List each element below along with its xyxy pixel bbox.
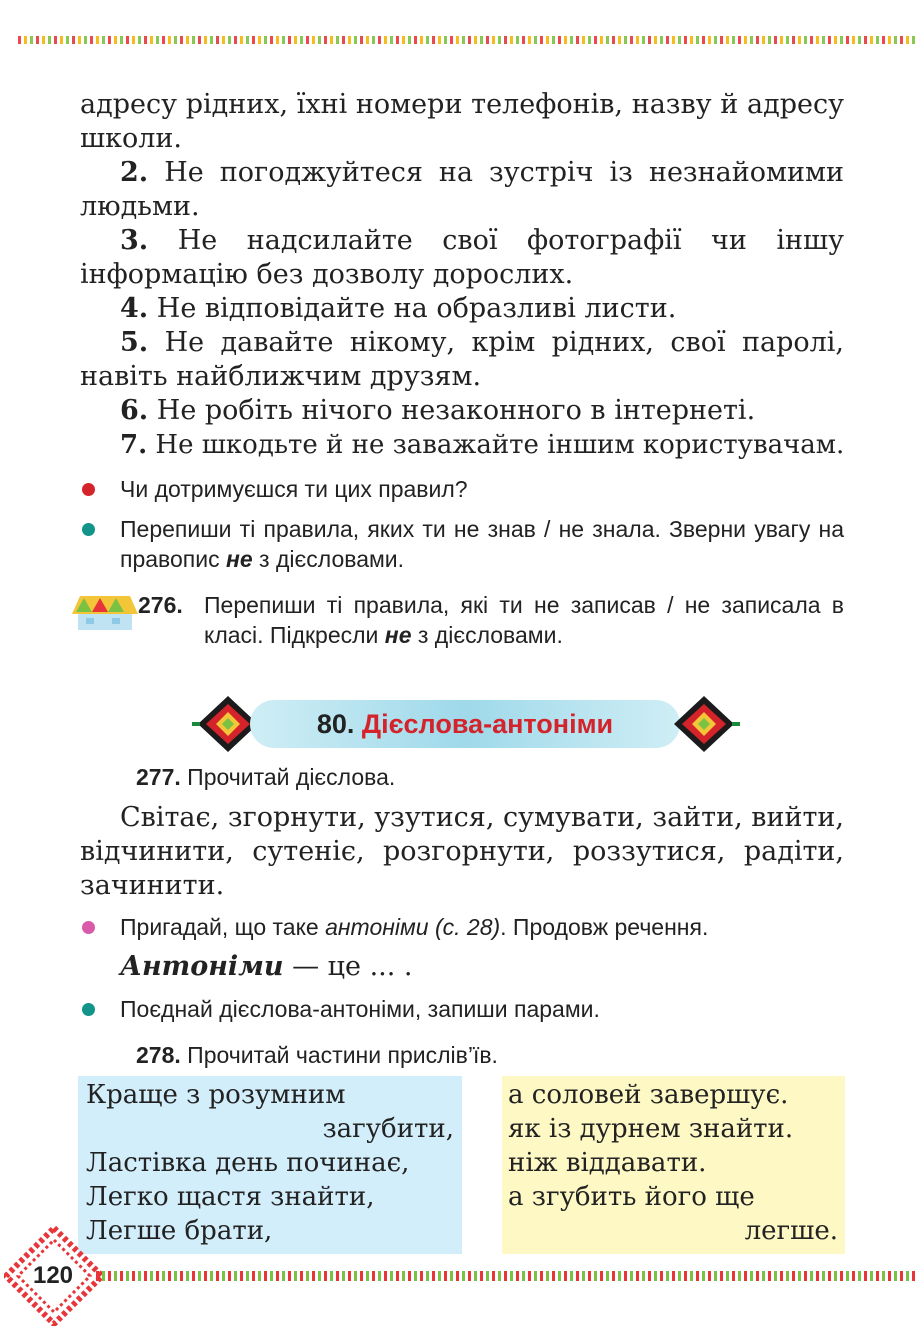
bullet-1-text-a: Пригадай, що таке [120,914,326,940]
rule-7-text: Не шкодьте й не заважайте іншим користувачам. [147,430,845,460]
rule-6 [80,394,844,428]
rule-3 [80,224,844,292]
rule-7-number: 7. [120,430,148,460]
exercise-276-number: 276. [138,592,183,618]
proverb-right-line: а згубить його ще [508,1182,755,1212]
ornament-right-icon [668,694,740,754]
section-title: Дієслова-антоніми [361,709,614,739]
proverb-left-line: Легше брати, [86,1216,273,1246]
task-1-text-emphasis: не [225,546,253,572]
proverb-left-line: Легко щастя знайти, [86,1182,375,1212]
exercise-277-bullet-2-text: Поєднай дієслова-антоніми, запиши парами. [120,996,600,1022]
section-number: 80. [316,709,355,739]
exercise-277-bullet-1-text [120,912,844,942]
proverb-right-line: ніж віддавати. [508,1148,707,1178]
rule-6-number: 6. [120,395,149,426]
antonyms-term: Антоніми [120,951,284,982]
teal-bullet-icon [82,1003,95,1016]
proverb-left-line: загубити, [322,1114,454,1144]
decorative-top-border [18,36,916,44]
antonyms-rest: — це ... . [283,951,413,982]
rule-5-number: 5. [120,327,149,358]
rule-continuation-text: адресу рідних, їхні номери телефонів, назву й адресу школи. [80,89,844,154]
exercise-276-text-c: з дієсловами. [411,622,563,648]
rule-5 [80,326,844,394]
proverb-left-line: Ластівка день починає, [86,1148,410,1178]
proverb-right-line: а соловей завершує. [508,1080,789,1110]
rule-2-text: Не погоджуйтеся на зустріч із незнайомими людьми. [80,157,844,222]
exercise-277-text: Прочитай дієслова. [187,764,396,790]
rule-4 [80,292,844,326]
exercise-278-text: Прочитай частини прислів’їв. [187,1042,498,1068]
exercise-276-emphasis: не [384,622,412,648]
antonyms-definition [120,950,413,984]
proverb-right-line: легше. [744,1216,838,1246]
exercise-278-number: 278. [136,1042,181,1068]
rule-4-number: 4. [120,293,149,324]
question-1-text: Чи дотримуєшся ти цих правил? [120,476,468,502]
rule-2-number: 2. [120,157,149,188]
rule-5-text: Не давайте нікому, крім рідних, свої паролі, навіть найближчим друзям. [80,327,844,392]
exercise-277-verbs: Світає, згорнути, узутися, сумувати, зайти, вийти, відчинити, сутеніє, розгорнути, роззутися, радіти, зачинити. [80,802,844,901]
rule-6-text: Не робіть нічого незаконного в інтернеті. [148,395,756,426]
pink-bullet-icon [82,921,95,934]
task-1-text [120,514,844,574]
teal-bullet-icon [82,523,95,536]
proverb-left-line: Краще з розумним [86,1080,346,1110]
red-bullet-icon [82,483,95,496]
task-1-text-a: Перепиши ті правила, яких ти не знав / не знала. Зверни увагу на правопис [120,516,844,572]
bullet-1-text-italic: антоніми (с. 28) [325,914,501,940]
proverb-right-line: як із дурнем знайти. [508,1114,794,1144]
rule-3-number: 3. [120,225,149,256]
exercise-276-text-a: Перепиши ті правила, які ти не записав / не записала в класі. Підкресли [204,592,844,648]
page-number: 120 [32,1262,74,1289]
rule-continuation [80,88,844,156]
exercise-276-text [204,590,844,650]
decorative-bottom-border [96,1271,916,1281]
rule-3-text: Не надсилайте свої фотографії чи іншу інформацію без дозволу дорослих. [80,225,844,290]
exercise-277-number: 277. [136,764,181,790]
exercise-277-line [136,762,395,792]
rule-4-text: Не відповідайте на образливі листи. [148,293,677,324]
rule-2 [80,156,844,224]
section-heading [250,700,680,748]
task-1-text-c: з дієсловами. [252,546,405,572]
bullet-1-text-c: . Продовж речення. [500,914,709,940]
house-icon [72,586,138,632]
rule-7 [80,428,844,462]
exercise-278-line [136,1040,498,1070]
